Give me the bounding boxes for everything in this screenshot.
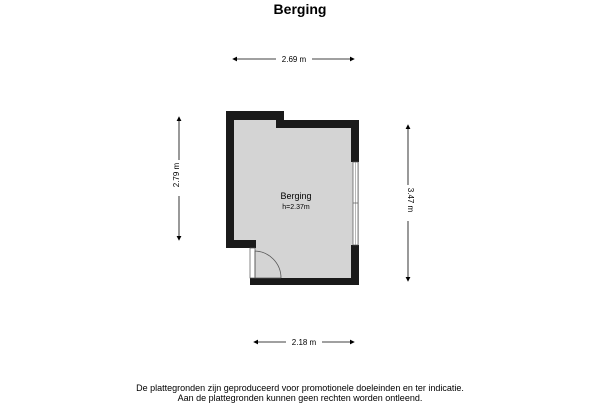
dimension-right-label: 3.47 m: [406, 187, 415, 213]
disclaimer-line-1: De plattegronden zijn geproduceerd voor promotionele doeleinden en ter indicatie.: [136, 383, 464, 393]
disclaimer-line-2: Aan de plattegronden kunnen geen rechten worden ontleend.: [177, 393, 423, 403]
disclaimer: [0, 383, 600, 403]
room-height: h=2.37m: [282, 204, 310, 211]
dimension-left: [172, 117, 184, 240]
window: [353, 162, 358, 245]
room-name: Berging: [280, 191, 312, 201]
dimension-bottom: [254, 337, 354, 347]
dimension-top-label: 2.69 m: [281, 55, 307, 64]
dimension-right: [403, 125, 415, 281]
page-title: Berging: [273, 1, 327, 17]
dimension-left-label: 2.79 m: [172, 162, 181, 188]
dimension-bottom-label: 2.18 m: [291, 338, 317, 347]
dimension-top: [233, 54, 354, 64]
